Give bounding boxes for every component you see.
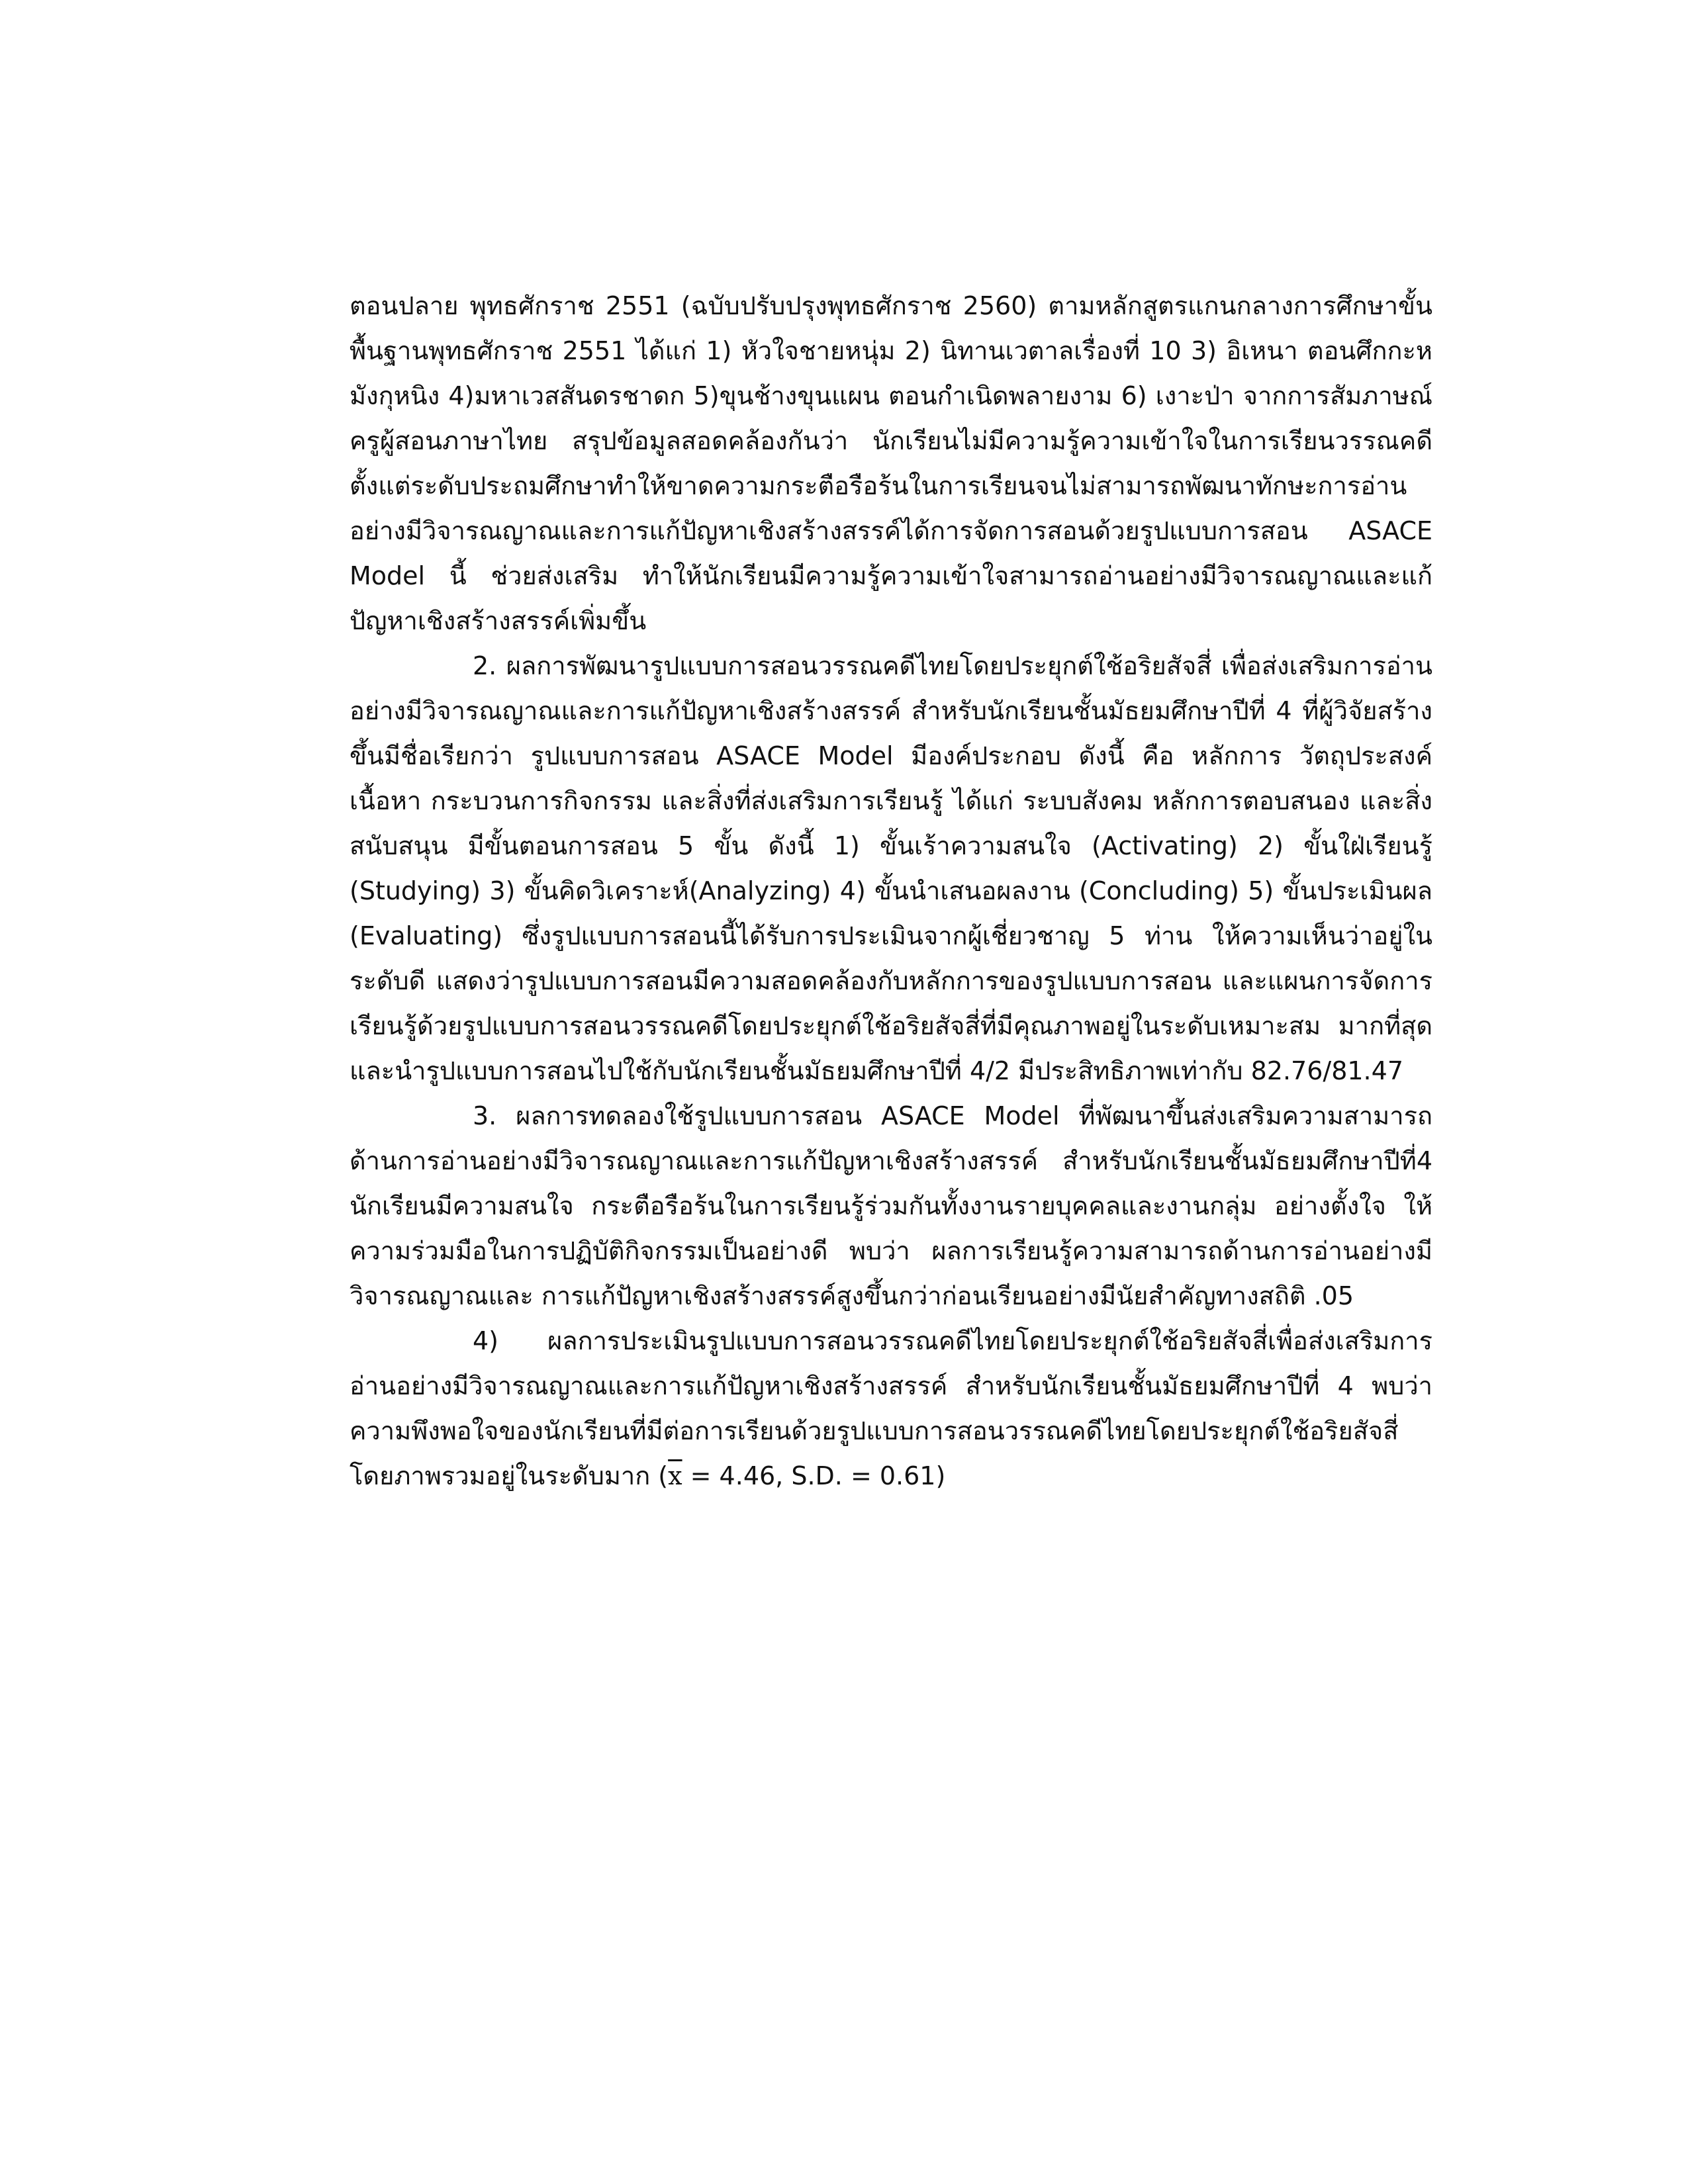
paragraph-result-4-tail: = 4.46, S.D. = 0.61)	[682, 1461, 946, 1490]
paragraph-result-2: 2. ผลการพัฒนารูปแบบการสอนวรรณคดีไทยโดยประยุกต์ใช้อริยสัจสี่ เพื่อส่งเสริมการอ่านอย่างมีวิจารณญาณและการแก้ปัญหาเชิงสร้างสรรค์ สำหรับนักเรียนชั้นมัธยมศึกษาปีที่ 4 ที่ผู้วิจัยสร้างขึ้นมีชื่อเรียกว่า รูปแบบการสอน ASACE Model มีองค์ประกอบ ดังนี้ คือ หลักการ วัตถุประสงค์ เนื้อหา กระบวนการกิจกรรม และสิ่งที่ส่งเสริมการเรียนรู้ ได้แก่ ระบบสังคม หลักการตอบสนอง และสิ่งสนับสนุน มีขั้นตอนการสอน 5 ขั้น ดังนี้ 1) ขั้นเร้าความสนใจ (Activating) 2) ขั้นใฝ่เรียนรู้ (Studying) 3) ขั้นคิดวิเคราะห์(Analyzing) 4) ขั้นนำเสนอผลงาน (Concluding) 5) ขั้นประเมินผล (Evaluating) ซึ่งรูปแบบการสอนนี้ได้รับการประเมินจากผู้เชี่ยวชาญ 5 ท่าน ให้ความเห็นว่าอยู่ในระดับดี แสดงว่ารูปแบบการสอนมีความสอดคล้องกับหลักการของรูปแบบการสอน และแผนการจัดการเรียนรู้ด้วยรูปแบบการสอนวรรณคดีโดยประยุกต์ใช้อริยสัจสี่ที่มีคุณภาพอยู่ในระดับเหมาะสม มากที่สุดและนำรูปแบบการสอนไปใช้กับนักเรียนชั้นมัธยมศึกษาปีที่ 4/2 มีประสิทธิภาพเท่ากับ 82.76/81.47	[350, 651, 1432, 1085]
paragraph-result-3: 3. ผลการทดลองใช้รูปแบบการสอน ASACE Model ที่พัฒนาขึ้นส่งเสริมความสามารถด้านการอ่านอย่างมีวิจารณญาณและการแก้ปัญหาเชิงสร้างสรรค์ สำหรับนักเรียนชั้นมัธยมศึกษาปีที่4 นักเรียนมีความสนใจ กระตือรือร้นในการเรียนรู้ร่วมกันทั้งงานรายบุคคลและงานกลุ่ม อย่างตั้งใจ ให้ความร่วมมือในการปฏิบัติกิจกรรมเป็นอย่างดี พบว่า ผลการเรียนรู้ความสามารถด้านการอ่านอย่างมีวิจารณญาณและ การแก้ปัญหาเชิงสร้างสรรค์สูงขึ้นกว่าก่อนเรียนอย่างมีนัยสำคัญทางสถิติ .05	[350, 1101, 1432, 1310]
document-body	[350, 283, 1432, 1498]
paragraph-continuation: ตอนปลาย พุทธศักราช 2551 (ฉบับปรับปรุงพุทธศักราช 2560) ตามหลักสูตรแกนกลางการศึกษาขั้นพื้นฐานพุทธศักราช 2551 ได้แก่ 1) หัวใจชายหนุ่ม 2) นิทานเวตาลเรื่องที่ 10 3) อิเหนา ตอนศึกกะหมังกุหนิง 4)มหาเวสสันดรชาดก 5)ขุนช้างขุนแผน ตอนกำเนิดพลายงาม 6) เงาะป่า จากการสัมภาษณ์ครูผู้สอนภาษาไทย สรุปข้อมูลสอดคล้องกันว่า นักเรียนไม่มีความรู้ความเข้าใจในการเรียนวรรณคดี ตั้งแต่ระดับประถมศึกษาทำให้ขาดความกระตือรือร้นในการเรียนจนไม่สามารถพัฒนาทักษะการอ่านอย่างมีวิจารณญาณและการแก้ปัญหาเชิงสร้างสรรค์ได้การจัดการสอนด้วยรูปแบบการสอน ASACE Model นี้ ช่วยส่งเสริม ทำให้นักเรียนมีความรู้ความเข้าใจสามารถอ่านอย่างมีวิจารณญาณและแก้ปัญหาเชิงสร้างสรรค์เพิ่มขึ้น	[350, 291, 1432, 635]
mean-symbol: $\overline{x}$	[668, 1461, 682, 1490]
paragraph-result-4	[350, 1318, 1432, 1498]
paragraph-result-4-text: 4) ผลการประเมินรูปแบบการสอนวรรณคดีไทยโดยประยุกต์ใช้อริยสัจสี่เพื่อส่งเสริมการอ่านอย่างมีวิจารณญาณและการแก้ปัญหาเชิงสร้างสรรค์ สำหรับนักเรียนชั้นมัธยมศึกษาปีที่ 4 พบว่า ความพึงพอใจของนักเรียนที่มีต่อการเรียนด้วยรูปแบบการสอนวรรณคดีไทยโดยประยุกต์ใช้อริยสัจสี่โดยภาพรวมอยู่ในระดับมาก (	[350, 1326, 1432, 1490]
